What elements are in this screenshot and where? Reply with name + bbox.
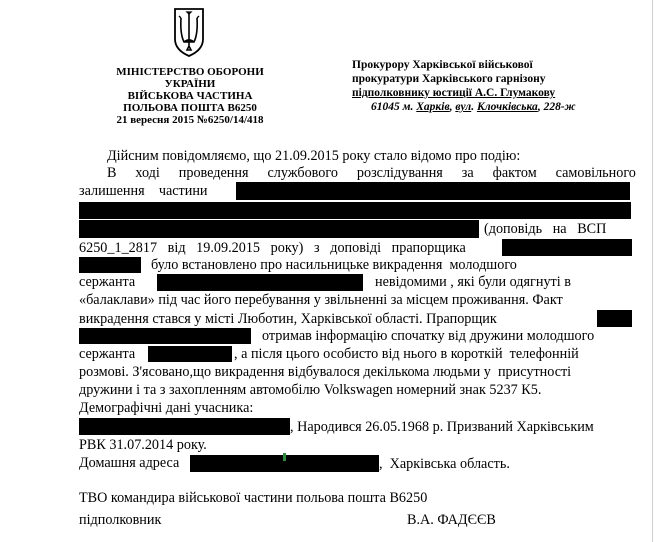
addressee-line-1: Прокурору Харківської військової: [352, 59, 533, 71]
unit-name: ВІЙСЬКОВА ЧАСТИНА: [127, 90, 253, 102]
address-city: Харків: [416, 101, 450, 113]
body-line-14: Демографічні дані учасника:: [79, 400, 254, 416]
body-line-17b: , Харківська область.: [379, 456, 510, 472]
body-line-5: 6250_1_2817 від 19.09.2015 року) з доповіді прапорщика: [79, 240, 466, 256]
redaction-block: [502, 239, 632, 256]
coat-of-arms-icon: [173, 6, 205, 58]
body-line-16: РВК 31.07.2014 року.: [79, 437, 207, 453]
addressee-header: [352, 58, 592, 114]
redaction-block: [157, 274, 363, 291]
body-line-6: було встановлено про насильницьке викрадення молодшого: [151, 257, 517, 273]
redaction-block: [79, 328, 251, 344]
letter-date-number: 21 вересня 2015 №6250/14/418: [116, 114, 264, 126]
body-line-4: (доповідь на ВСП: [484, 221, 607, 237]
body-line-10: отримав інформацію спочатку від дружини молодшого: [262, 328, 595, 344]
signer-rank: підполковник: [79, 512, 162, 528]
body-line-11a: сержанта: [79, 346, 136, 362]
address-street-type: вул: [455, 101, 472, 113]
redaction-block: [148, 346, 232, 362]
body-line-7a: сержанта: [79, 274, 136, 290]
address-street: Клочківська: [476, 101, 538, 113]
body-line-7b: невідомими , які були одягнуті в: [375, 274, 571, 290]
body-line-12: розмові. З'ясовано,що викрадення відбувалося декількома людьми у присутності: [79, 364, 572, 380]
body-line-1: В ході проведення службового розслідування за фактом самовільного: [107, 165, 636, 181]
scan-mark: [283, 453, 286, 461]
country-name: УКРАЇНИ: [164, 78, 216, 90]
redaction-block: [79, 418, 290, 435]
body-line-2: залишення частини: [79, 183, 208, 199]
body-line-11b: , а після цього особисто від нього в короткій телефонній: [234, 346, 579, 362]
addressee-line-2: прокуратури Харківського гарнізону: [352, 73, 546, 85]
intro-line: Дійсним повідомляємо, що 21.09.2015 року стало відомо про подію:: [107, 148, 521, 164]
signer-name: В.А. ФАДЄЄВ: [407, 512, 496, 528]
sender-header: [95, 66, 285, 126]
ministry-name: МІНІСТЕРСТВО ОБОРОНИ: [116, 66, 264, 78]
post-number: ПОЛЬОВА ПОШТА В6250: [123, 102, 257, 114]
body-line-17a: Домашня адреса: [79, 455, 180, 471]
redaction-block: [597, 310, 632, 327]
addressee-address: 61045 м. Харків, вул. Клочківська, 228-ж: [371, 101, 576, 113]
page-edge: [652, 0, 653, 542]
redaction-block: [236, 182, 630, 200]
body-line-9: викрадення стався у місті Люботин, Харківської області. Прапорщик: [79, 311, 497, 327]
redaction-block: [79, 220, 479, 238]
redaction-block: [79, 202, 631, 219]
body-line-13: дружини і та з захопленням автомобілю Volkswagen номерний знак 5237 К5.: [79, 382, 542, 398]
body-line-8: «балаклави» під час його перебування у звільненні за місцем проживання. Факт: [79, 292, 563, 308]
body-line-15: , Народився 26.05.1968 р. Призваний Харківським: [290, 419, 594, 435]
redaction-block: [79, 257, 141, 273]
addressee-line-3: підполковнику юстиції А.С. Глумакову: [352, 87, 556, 99]
signer-title: ТВО командира військової частини польова пошта В6250: [79, 490, 428, 506]
